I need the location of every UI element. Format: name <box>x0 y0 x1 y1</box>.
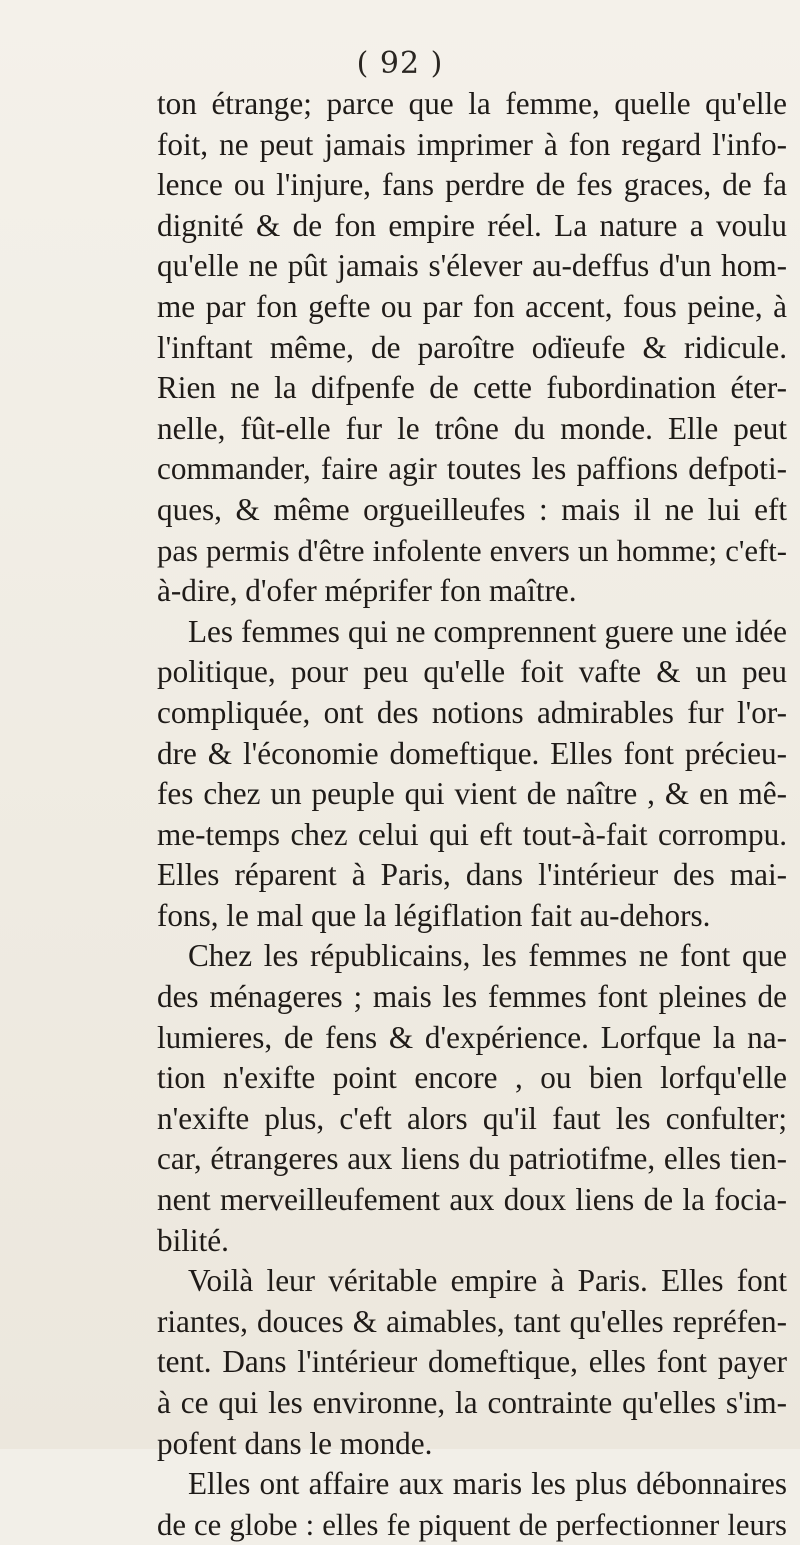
text-line: nelle, fût-elle fur le trône du monde. Elle peut <box>157 410 787 446</box>
text-line: Voilà leur véritable empire à Paris. Elles font <box>188 1263 787 1299</box>
text-line: politique, pour peu qu'elle foit vafte & un peu <box>157 654 787 690</box>
text-line: tent. Dans l'intérieur domeftique, elles font payer <box>157 1344 787 1380</box>
text-line: lumieres, de fens & d'expérience. Lorfque la na- <box>157 1019 787 1055</box>
text-line: Elles réparent à Paris, dans l'intérieur des mai- <box>157 857 787 893</box>
text-line: dre & l'économie domeftique. Elles font précieu- <box>157 735 787 771</box>
text-line: me par fon gefte ou par fon accent, fous peine, à <box>157 288 787 324</box>
text-line: l'inftant même, de paroître odïeufe & ridicule. <box>157 329 787 365</box>
text-line: des ménageres ; mais les femmes font pleines de <box>157 979 787 1015</box>
text-line: de ce globe : elles fe piquent de perfectionner leurs <box>157 1507 787 1542</box>
text-line: qu'elle ne pût jamais s'élever au-deffus d'un hom- <box>157 248 787 284</box>
text-line: riantes, douces & aimables, tant qu'elles repréfen- <box>157 1303 787 1339</box>
text-line: pofent dans le monde. <box>157 1425 433 1461</box>
text-line: me-temps chez celui qui eft tout-à-fait corrompu. <box>157 816 787 852</box>
text-line: commander, faire agir toutes les paffions defpoti- <box>157 451 787 487</box>
text-line: fons, le mal que la légiflation fait au-dehors. <box>157 897 711 933</box>
text-line: ton étrange; parce que la femme, quelle qu'elle <box>157 86 787 121</box>
text-line: lence ou l'injure, fans perdre de fes graces, de fa <box>157 167 787 203</box>
page-number: ( 92 ) <box>356 46 444 81</box>
text-line: fes chez un peuple qui vient de naître , & en mê- <box>157 776 787 812</box>
text-line: compliquée, ont des notions admirables fur l'or- <box>157 694 787 730</box>
text-line: à ce qui les environne, la contrainte qu'elles s'im- <box>157 1385 787 1420</box>
text-line: foit, ne peut jamais imprimer à fon regard l'info- <box>157 126 787 162</box>
text-line: Rien ne la difpenfe de cette fubordination éter- <box>157 370 787 406</box>
text-line: Elles ont affaire aux maris les plus débonnaires <box>188 1466 787 1502</box>
body-text <box>157 84 787 1545</box>
text-line: ques, & même orgueilleufes : mais il ne lui eft <box>157 491 787 527</box>
text-line: car, étrangeres aux liens du patriotifme, elles tien- <box>157 1141 787 1177</box>
text-line: bilité. <box>157 1222 229 1258</box>
text-line: Les femmes qui ne comprennent guere une idée <box>188 613 787 649</box>
text-line: pas permis d'être infolente envers un homme; c'eft- <box>157 533 787 568</box>
text-line: nent merveilleufement aux doux liens de la focia- <box>157 1182 787 1218</box>
text-line: dignité & de fon empire réel. La nature a voulu <box>157 207 787 243</box>
text-line: à-dire, d'ofer méprifer fon maître. <box>157 573 577 609</box>
text-line: Chez les républicains, les femmes ne font que <box>188 938 787 974</box>
text-line: tion n'exifte point encore , ou bien lorfqu'elle <box>157 1060 787 1096</box>
text-line: n'exifte plus, c'eft alors qu'il faut les confulter; <box>157 1100 787 1136</box>
